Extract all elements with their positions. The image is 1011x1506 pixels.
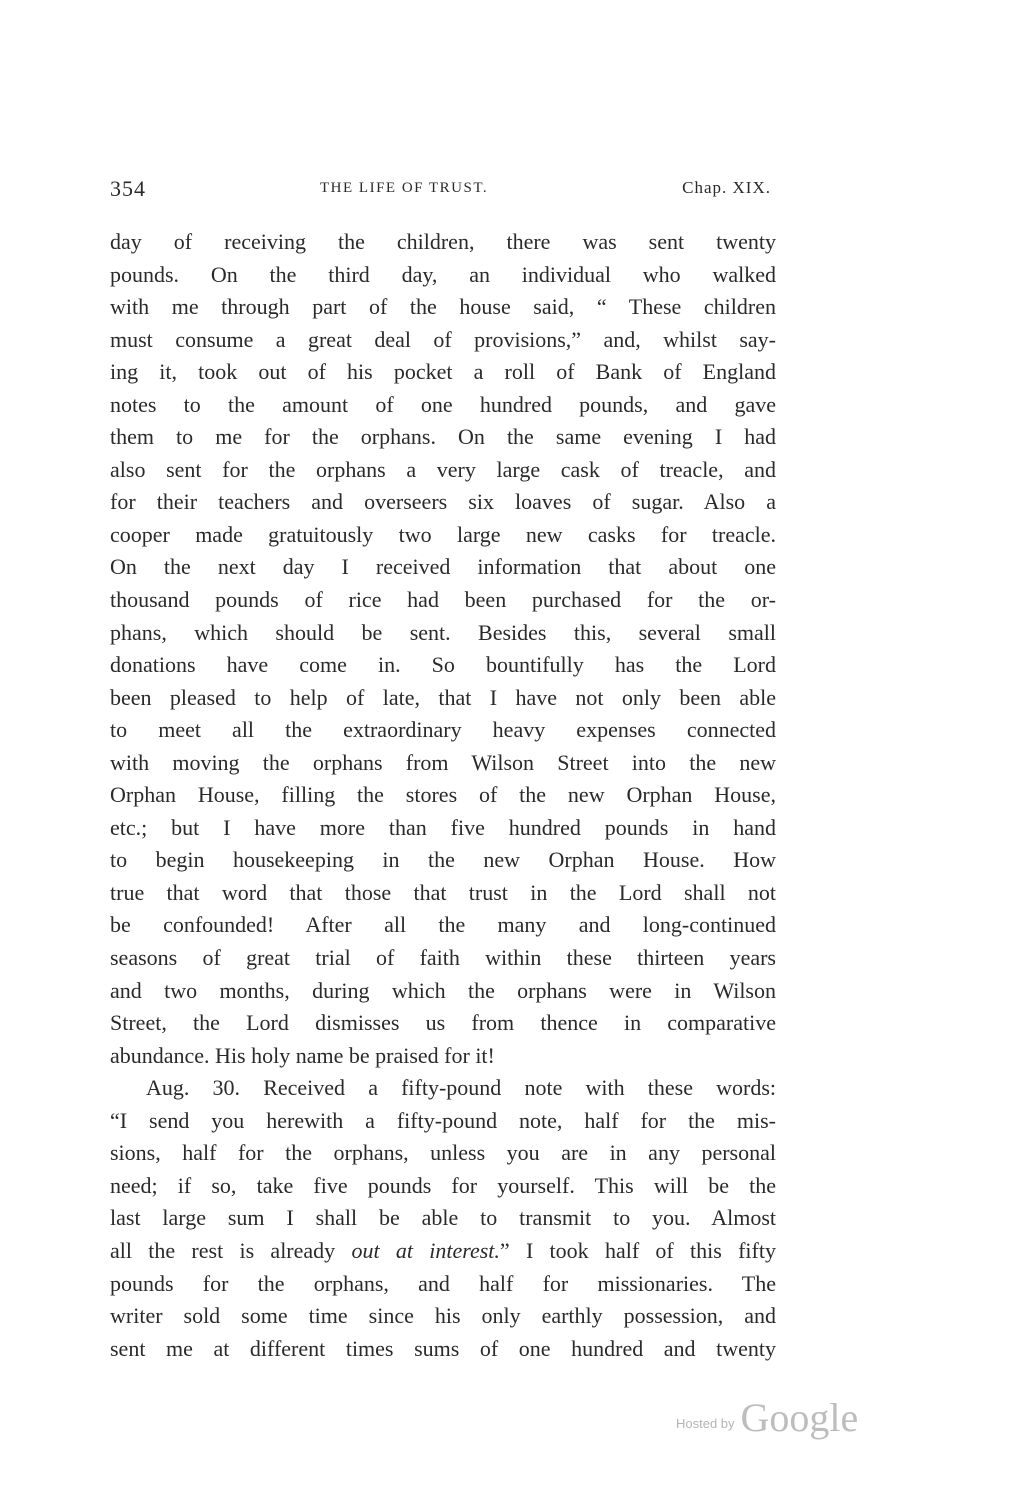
text-line: them to me for the orphans. On the same evening I had xyxy=(110,424,776,450)
text-line: and two months, during which the orphans were in Wilson xyxy=(110,977,776,1003)
text-line: etc.; but I have more than five hundred pounds in hand xyxy=(110,814,776,840)
hosted-by-google-watermark xyxy=(676,1395,859,1440)
text-line: donations have come in. So bountifully has the Lord xyxy=(110,652,776,678)
text-line: with me through part of the house said, “ These children xyxy=(110,294,776,320)
body-text xyxy=(110,226,776,1365)
hosted-by-label: Hosted by xyxy=(676,1416,735,1431)
text-line: must consume a great deal of provisions,” and, whilst say- xyxy=(110,326,776,352)
text-line: seasons of great trial of faith within these thirteen years xyxy=(110,945,776,971)
text-line: Street, the Lord dismisses us from thence in comparative xyxy=(110,1010,776,1036)
text-line: for their teachers and overseers six loaves of sugar. Also a xyxy=(110,489,776,515)
text-line: to begin housekeeping in the new Orphan House. How xyxy=(110,847,776,873)
text-line: ing it, took out of his pocket a roll of Bank of England xyxy=(110,359,776,385)
text-line: need; if so, take five pounds for yourself. This will be the xyxy=(110,1172,776,1198)
text-line: to meet all the extraordinary heavy expenses connected xyxy=(110,717,776,743)
text-line: On the next day I received information that about one xyxy=(110,554,776,580)
text-line: notes to the amount of one hundred pounds, and gave xyxy=(110,391,776,417)
text-line: been pleased to help of late, that I have not only been able xyxy=(110,684,776,710)
text-line: sions, half for the orphans, unless you are in any personal xyxy=(110,1140,776,1166)
running-title: THE LIFE OF TRUST. xyxy=(320,180,489,196)
text-line: “I send you herewith a fifty-pound note, half for the mis- xyxy=(110,1107,776,1133)
text-line: Orphan House, filling the stores of the new Orphan House, xyxy=(110,782,776,808)
text-line: cooper made gratuitously two large new casks for treacle. xyxy=(110,521,776,547)
text-line: last large sum I shall be able to transmit to you. Almost xyxy=(110,1205,776,1231)
text-line: thousand pounds of rice had been purchased for the or- xyxy=(110,587,776,613)
text-line: true that word that those that trust in the Lord shall not xyxy=(110,879,776,905)
paragraph-start-line: Aug. 30. Received a fifty-pound note with these words: xyxy=(146,1075,776,1101)
text-line: also sent for the orphans a very large cask of treacle, and xyxy=(110,456,776,482)
text-line: with moving the orphans from Wilson Street into the new xyxy=(110,749,776,775)
text-line: sent me at different times sums of one hundred and twenty xyxy=(110,1335,776,1361)
text-line: pounds. On the third day, an individual who walked xyxy=(110,261,776,287)
text-segment: all the rest is already xyxy=(110,1237,352,1263)
text-line: day of receiving the children, there was sent twenty xyxy=(110,229,776,254)
text-line: be confounded! After all the many and long-continued xyxy=(110,912,776,938)
italic-phrase: out at interest. xyxy=(351,1237,500,1263)
google-logo-text: Google xyxy=(740,1395,859,1440)
page-header xyxy=(110,176,775,206)
text-line: writer sold some time since his only earthly possession, and xyxy=(110,1303,776,1329)
text-line-with-italic xyxy=(110,1235,776,1268)
text-line: phans, which should be sent. Besides this, several small xyxy=(110,619,776,645)
text-segment: ” I took half of this fifty xyxy=(499,1237,776,1263)
page-number: 354 xyxy=(110,176,146,201)
paragraph-end-line: abundance. His holy name be praised for it! xyxy=(110,1042,495,1068)
chapter-reference: Chap. XIX. xyxy=(682,178,771,197)
text-line: pounds for the orphans, and half for missionaries. The xyxy=(110,1270,776,1296)
